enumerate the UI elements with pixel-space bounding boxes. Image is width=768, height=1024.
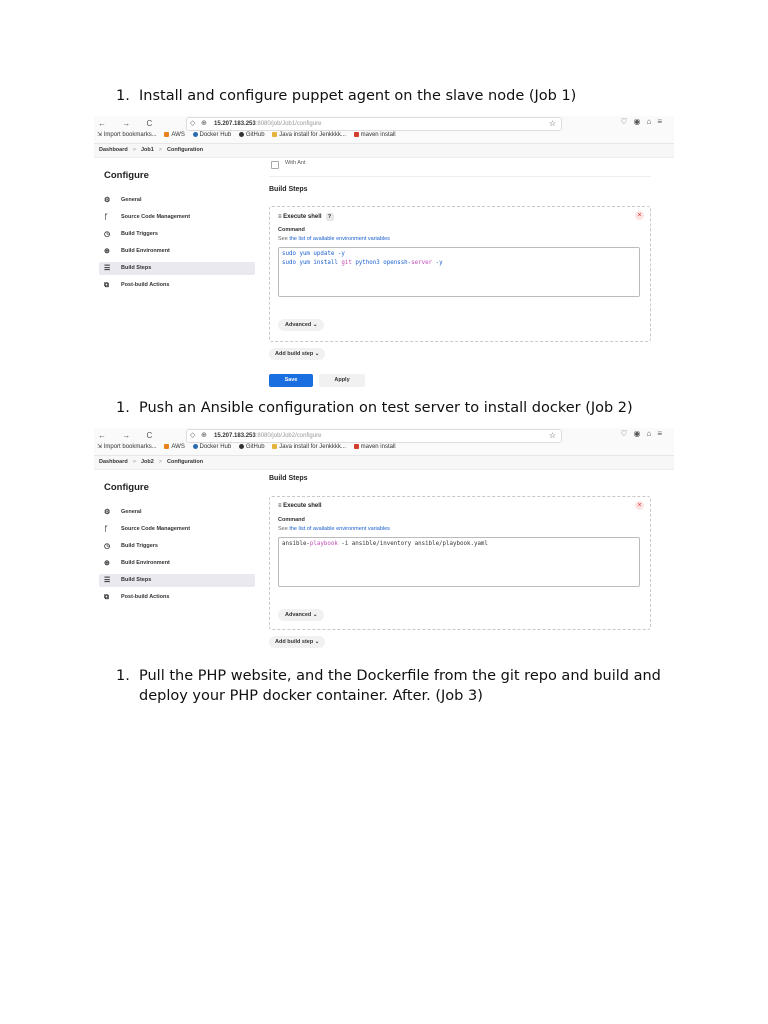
star-icon[interactable]: ☆ [548, 119, 556, 128]
browser-toolbar [94, 116, 674, 144]
nav-buttons[interactable]: ← → C [98, 431, 160, 440]
partial-section [269, 158, 651, 177]
code-token: playbook [309, 541, 338, 547]
list-icon: ☰ [104, 265, 111, 272]
execute-shell-card [269, 206, 651, 342]
sidebar-item-general[interactable]: ⚙ General [99, 194, 255, 207]
close-icon[interactable]: × [635, 211, 644, 220]
sidebar-item-build-triggers[interactable]: ◷ Build Triggers [99, 228, 255, 241]
url-bar[interactable] [186, 117, 562, 131]
box-icon: ⧉ [104, 282, 109, 289]
lock-icon: ⊕ [201, 432, 207, 439]
config-main [269, 470, 651, 653]
browser-toolbar [94, 428, 674, 456]
execute-shell-header: ≡ Execute shell [278, 503, 322, 509]
bookmark-maven[interactable]: maven install [354, 132, 396, 138]
advanced-button[interactable]: Advanced ⌄ [278, 319, 324, 331]
save-button[interactable]: Save [269, 374, 313, 387]
code-token: -i ansible/inventory ansible/playbook.yaml [337, 541, 488, 547]
bookmark-java[interactable]: Java install for Jenkkkk... [272, 444, 346, 450]
code-token: sudo yum install [282, 260, 342, 266]
execute-shell-header: ≡ Execute shell ? [278, 213, 334, 221]
list-text: Install and configure puppet agent on the slave node (Job 1) [139, 88, 577, 104]
list-text: Push an Ansible configuration on test server to install docker (Job 2) [139, 400, 633, 416]
bookmark-import[interactable]: ⇲ Import bookmarks... [97, 444, 157, 450]
bookmark-dockerhub[interactable]: Docker Hub [193, 444, 232, 450]
add-build-step-button[interactable]: Add build step ⌄ [269, 636, 325, 648]
code-token: sudo yum update -y [282, 251, 345, 257]
list-icon: ☰ [104, 577, 111, 584]
sidebar-item-general[interactable]: ⚙ General [99, 506, 255, 519]
code-token: python3 openssh- [351, 260, 412, 266]
bookmarks-bar [97, 443, 402, 450]
execute-shell-card [269, 496, 651, 630]
url-host: 15.207.183.253 [214, 433, 256, 439]
sidebar-item-build-triggers[interactable]: ◷ Build Triggers [99, 540, 255, 553]
configure-title: Configure [104, 170, 149, 181]
checkbox[interactable] [271, 161, 279, 169]
partial-label: With Ant [285, 160, 306, 166]
build-steps-title: Build Steps [269, 475, 308, 482]
code-line [282, 250, 636, 259]
sidebar-item-build-environment[interactable]: ⊕ Build Environment [99, 245, 255, 258]
url-path: :8080/job/Job2/configure [255, 433, 322, 439]
branch-icon: ᚴ [104, 214, 109, 221]
config-sidebar [94, 470, 259, 650]
add-build-step-button[interactable]: Add build step ⌄ [269, 348, 325, 360]
bookmark-aws[interactable]: AWS [164, 444, 184, 450]
screenshot-job2 [94, 428, 674, 653]
env-vars-link[interactable]: See the list of available environment variables [278, 526, 390, 532]
shield-icon: ◇ [190, 432, 196, 439]
gear-icon: ⚙ [104, 197, 111, 204]
browser-extension-icons[interactable]: ♡◉⌂≡ [620, 429, 668, 438]
globe-icon: ⊕ [104, 560, 110, 567]
url-path: :8080/job/Job1/configure [255, 121, 322, 127]
sidebar-item-post-build[interactable]: ⧉ Post-build Actions [99, 591, 255, 604]
bookmark-maven[interactable]: maven install [354, 444, 396, 450]
sidebar-item-build-environment[interactable]: ⊕ Build Environment [99, 557, 255, 570]
list-item-job3 [116, 666, 676, 706]
sidebar-item-scm[interactable]: ᚴ Source Code Management [99, 523, 255, 536]
sidebar-item-post-build[interactable]: ⧉ Post-build Actions [99, 279, 255, 292]
nav-buttons[interactable]: ← → C [98, 119, 160, 128]
build-steps-title: Build Steps [269, 186, 308, 193]
breadcrumb-configuration[interactable]: Configuration [167, 147, 204, 153]
bookmark-import[interactable]: ⇲ Import bookmarks... [97, 132, 157, 138]
command-textarea[interactable] [278, 247, 640, 297]
code-token: -y [432, 260, 443, 266]
bookmark-github[interactable]: GitHub [239, 132, 265, 138]
command-label: Command [278, 227, 305, 233]
apply-button[interactable]: Apply [319, 374, 365, 387]
branch-icon: ᚴ [104, 526, 109, 533]
clock-icon: ◷ [104, 231, 111, 238]
shield-icon: ◇ [190, 120, 196, 127]
bookmark-dockerhub[interactable]: Docker Hub [193, 132, 232, 138]
advanced-button[interactable]: Advanced ⌄ [278, 609, 324, 621]
globe-icon: ⊕ [104, 248, 110, 255]
url-host: 15.207.183.253 [214, 121, 256, 127]
list-item-job1 [116, 86, 656, 106]
env-vars-link[interactable]: See the list of available environment variables [278, 236, 390, 242]
breadcrumb-configuration[interactable]: Configuration [167, 459, 204, 465]
list-number: 1. [116, 88, 130, 104]
code-token: git [341, 260, 352, 266]
code-token: server [411, 260, 433, 266]
command-label: Command [278, 517, 305, 523]
close-icon[interactable]: × [635, 501, 644, 510]
breadcrumb-job[interactable]: Job2 [140, 459, 154, 465]
box-icon: ⧉ [104, 594, 109, 601]
breadcrumb: Dashboard > Job1 > Configuration [94, 144, 674, 158]
screenshot-job1 [94, 116, 674, 393]
list-number: 1. [116, 668, 130, 684]
command-textarea[interactable] [278, 537, 640, 587]
bookmark-github[interactable]: GitHub [239, 444, 265, 450]
gear-icon: ⚙ [104, 509, 111, 516]
list-text: Pull the PHP website, and the Dockerfile from the git repo and build and deploy your PHP docker container. After. (Job 3) [139, 668, 661, 704]
breadcrumb-dashboard[interactable]: Dashboard [99, 147, 128, 153]
browser-extension-icons[interactable]: ♡◉⌂≡ [620, 117, 668, 126]
bookmarks-bar [97, 131, 402, 138]
star-icon[interactable]: ☆ [548, 431, 556, 440]
code-token: ansible- [282, 541, 310, 547]
bookmark-java[interactable]: Java install for Jenkkkk... [272, 132, 346, 138]
breadcrumb-dashboard[interactable]: Dashboard [99, 459, 128, 465]
sidebar-item-build-steps[interactable]: ☰ Build Steps [99, 262, 255, 275]
clock-icon: ◷ [104, 543, 111, 550]
breadcrumb-job[interactable]: Job1 [140, 147, 154, 153]
help-icon[interactable]: ? [326, 213, 334, 221]
breadcrumb: Dashboard > Job2 > Configuration [94, 456, 674, 470]
code-line [282, 259, 636, 268]
list-item-job2 [116, 398, 676, 418]
bookmark-aws[interactable]: AWS [164, 132, 184, 138]
config-main [269, 158, 651, 393]
lock-icon: ⊕ [201, 120, 207, 127]
url-bar[interactable] [186, 429, 562, 443]
sidebar-item-scm[interactable]: ᚴ Source Code Management [99, 211, 255, 224]
list-number: 1. [116, 400, 130, 416]
code-line [282, 540, 636, 549]
sidebar-item-build-steps[interactable]: ☰ Build Steps [99, 574, 255, 587]
config-sidebar [94, 158, 259, 358]
configure-title: Configure [104, 482, 149, 493]
